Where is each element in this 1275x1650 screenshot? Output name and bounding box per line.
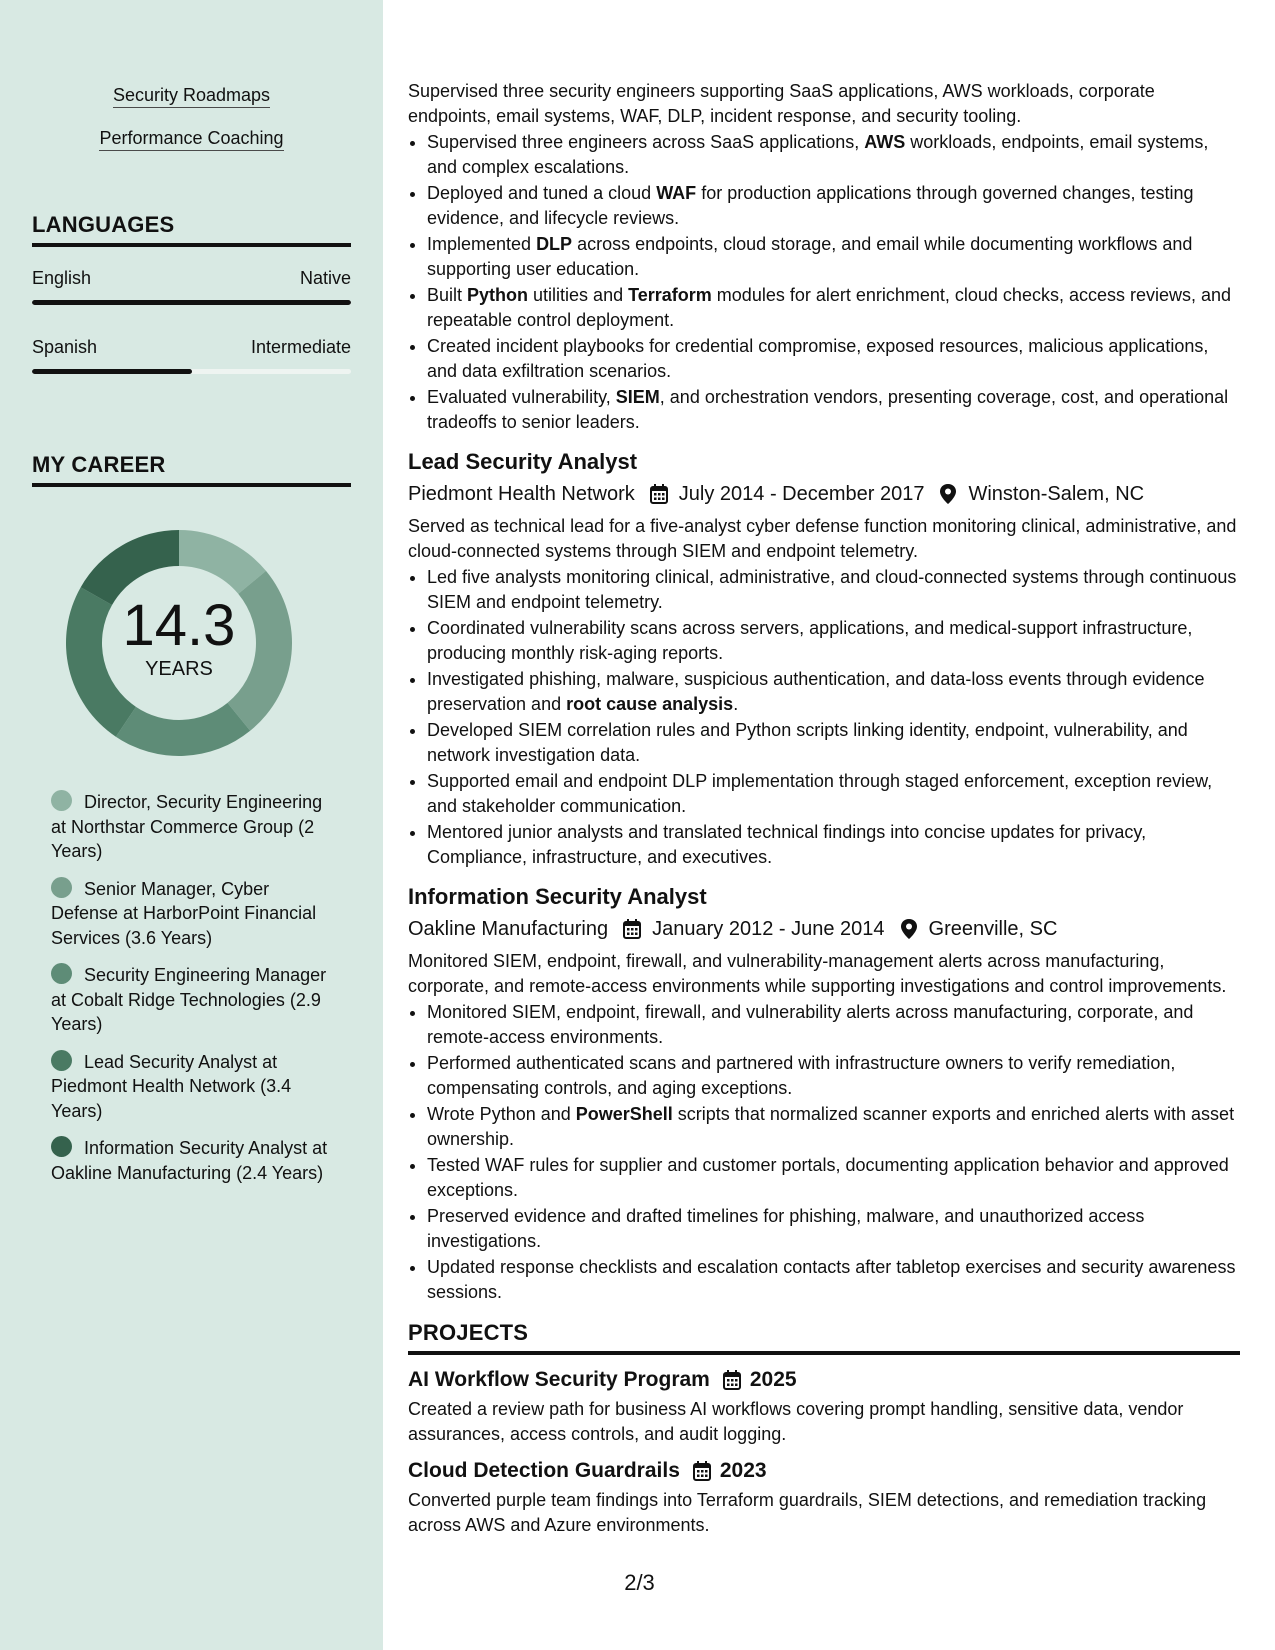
job-summary: Supervised three security engineers supporting SaaS applications, AWS workloads, corporate endpoints, email systems, WAF, DLP, incident response, and security tooling.	[408, 81, 1155, 126]
language-level: Native	[299, 268, 351, 288]
job-summary: Monitored SIEM, endpoint, firewall, and vulnerability-management alerts across manufacturing, corporate, and remote-access environments while supporting investigations and control improvements.	[408, 951, 1227, 996]
career-legend-item	[51, 1050, 331, 1124]
main-content	[408, 79, 1240, 1545]
project-entry	[408, 1367, 1240, 1446]
bullet-item: • Deployed and tuned a cloud WAF for production applications through governed changes, testing evidence, and lifecycle reviews.	[427, 181, 1240, 230]
project-description: Converted purple team findings into Terraform guardrails, SIEM detections, and remediation tracking across AWS and Azure environments.	[408, 1490, 1207, 1535]
language-row	[32, 337, 351, 358]
bullet-item: • Supervised three engineers across SaaS applications, AWS workloads, endpoints, email systems, and complex escalations.	[427, 130, 1240, 179]
bullet-item: • Implemented DLP across endpoints, cloud storage, and email while documenting workflows and supporting user education.	[427, 232, 1240, 281]
page-number	[0, 1570, 1275, 1596]
job-bullets	[408, 565, 1240, 869]
bullet-keyword: AWS	[864, 132, 906, 152]
bullet-item: • Created incident playbooks for credential compromise, exposed resources, malicious applications, and data exfiltration scenarios.	[427, 334, 1240, 383]
skill-tag: Security Roadmaps	[113, 85, 270, 108]
project-year: 2023	[719, 1459, 767, 1482]
bullet-keyword: PowerShell	[575, 1104, 673, 1124]
project-title-row	[408, 1458, 1240, 1484]
project-title-row	[408, 1367, 1240, 1393]
bullet-item: • Wrote Python and PowerShell scripts that normalized scanner exports and enriched alerts with asset ownership.	[427, 1102, 1240, 1151]
career-donut-center	[66, 530, 292, 756]
bullet-item: • Developed SIEM correlation rules and Python scripts linking identity, endpoint, vulnerability, and network investigation data.	[427, 718, 1240, 767]
career-legend-dot	[51, 1136, 72, 1157]
project-year: 2025	[749, 1368, 797, 1391]
job-location: Winston-Salem, NC	[968, 483, 1145, 505]
bullet-keyword: DLP	[536, 234, 573, 254]
bullet-item: • Led five analysts monitoring clinical, administrative, and cloud-connected systems through continuous SIEM and endpoint telemetry.	[427, 565, 1240, 614]
bullet-item: • Preserved evidence and drafted timelines for phishing, malware, and unauthorized access investigations.	[427, 1204, 1240, 1253]
career-total-years: 14.3	[122, 592, 236, 658]
language-proficiency-bar	[32, 300, 351, 305]
projects-heading: PROJECTS	[408, 1320, 1240, 1355]
language-proficiency-fill	[32, 369, 192, 374]
skill-tag: Performance Coaching	[99, 128, 283, 151]
company-name: Piedmont Health Network	[408, 483, 635, 505]
company-name: Oakline Manufacturing	[408, 918, 609, 940]
bullet-item: • Monitored SIEM, endpoint, firewall, and vulnerability alerts across manufacturing, corporate, and remote-access environments.	[427, 1000, 1240, 1049]
career-legend-text: Director, Security Engineering at Northstar Commerce Group (2 Years)	[51, 792, 323, 861]
bullet-item: • Supported email and endpoint DLP implementation through staged enforcement, exception review, and stakeholder communication.	[427, 769, 1240, 818]
career-legend-item	[51, 963, 331, 1037]
career-legend	[51, 790, 331, 1198]
project-title: Cloud Detection Guardrails	[408, 1459, 680, 1482]
calendar-icon	[622, 918, 642, 940]
job-meta	[408, 915, 1240, 943]
career-legend-dot	[51, 877, 72, 898]
project-entry	[408, 1458, 1240, 1537]
job-entry	[408, 448, 1240, 869]
career-legend-dot	[51, 1050, 72, 1071]
project-description: Created a review path for business AI workflows covering prompt handling, sensitive data, vendor assurances, access controls, and audit logging.	[408, 1399, 1184, 1444]
bullet-keyword: root cause analysis	[566, 693, 734, 714]
bullet-keyword: Python	[467, 285, 529, 305]
career-legend-text: Lead Security Analyst at Piedmont Health Network (3.4 Years)	[51, 1051, 292, 1121]
language-name: English	[32, 268, 92, 288]
job-title: Lead Security Analyst	[408, 449, 638, 474]
language-proficiency-bar	[32, 369, 351, 374]
bullet-item: • Coordinated vulnerability scans across servers, applications, and medical-support infrastructure, producing monthly risk-aging reports.	[427, 616, 1240, 665]
career-legend-text: Security Engineering Manager at Cobalt Ridge Technologies (2.9 Years)	[51, 965, 327, 1034]
career-legend-text: Senior Manager, Cyber Defense at HarborPoint Financial Services (3.6 Years)	[51, 878, 317, 948]
career-legend-dot	[51, 963, 72, 984]
bullet-item: • Mentored junior analysts and translated technical findings into concise updates for privacy, Compliance, infrastructure, and executives.	[427, 820, 1240, 869]
bullet-item: • Tested WAF rules for supplier and customer portals, documenting application behavior and approved exceptions.	[427, 1153, 1240, 1202]
job-title: Information Security Analyst	[408, 884, 707, 909]
career-years-label: YEARS	[145, 657, 213, 680]
job-entry	[408, 883, 1240, 1304]
job-meta	[408, 480, 1240, 508]
career-legend-item	[51, 877, 331, 951]
job-summary: Served as technical lead for a five-analyst cyber defense function monitoring clinical, administrative, and cloud-connected systems through SIEM and endpoint telemetry.	[408, 516, 1237, 561]
career-legend-dot	[51, 790, 72, 811]
calendar-icon	[722, 1369, 742, 1391]
job-bullets	[408, 1000, 1240, 1304]
bullet-item: • Investigated phishing, malware, suspicious authentication, and data-loss events through evidence preservation and root cause analysis.	[427, 667, 1240, 716]
page-number-text: 2/3	[624, 1570, 655, 1595]
job-dates: January 2012 - June 2014	[652, 918, 885, 940]
location-pin-icon	[899, 918, 919, 940]
job-location: Greenville, SC	[928, 918, 1058, 940]
bullet-keyword: WAF	[656, 183, 697, 203]
bullet-item: • Updated response checklists and escalation contacts after tabletop exercises and security awareness sessions.	[427, 1255, 1240, 1304]
career-legend-item	[51, 1136, 331, 1185]
location-pin-icon	[938, 483, 958, 505]
language-row	[32, 268, 351, 289]
bullet-keyword: Terraform	[628, 285, 712, 305]
skills-list	[0, 85, 383, 171]
language-level: Intermediate	[250, 337, 351, 357]
bullet-item: • Performed authenticated scans and partnered with infrastructure owners to verify remediation, compensating controls, and aging exceptions.	[427, 1051, 1240, 1100]
job-bullets	[408, 130, 1240, 434]
career-donut	[66, 530, 292, 756]
language-name: Spanish	[32, 337, 98, 357]
calendar-icon	[649, 483, 669, 505]
calendar-icon	[692, 1460, 712, 1482]
bullet-item: • Built Python utilities and Terraform modules for alert enrichment, cloud checks, access reviews, and repeatable control deployment.	[427, 283, 1240, 332]
career-heading: MY CAREER	[32, 452, 351, 487]
job-dates: July 2014 - December 2017	[678, 483, 925, 505]
bullet-item: • Evaluated vulnerability, SIEM, and orchestration vendors, presenting coverage, cost, and operational tradeoffs to senior leaders.	[427, 385, 1240, 434]
project-title: AI Workflow Security Program	[408, 1368, 710, 1391]
language-proficiency-fill	[32, 300, 351, 305]
career-legend-text: Information Security Analyst at Oakline Manufacturing (2.4 Years)	[51, 1138, 328, 1183]
career-legend-item	[51, 790, 331, 864]
sidebar	[0, 0, 383, 1650]
bullet-keyword: SIEM	[615, 387, 660, 407]
languages-heading: LANGUAGES	[32, 212, 351, 247]
